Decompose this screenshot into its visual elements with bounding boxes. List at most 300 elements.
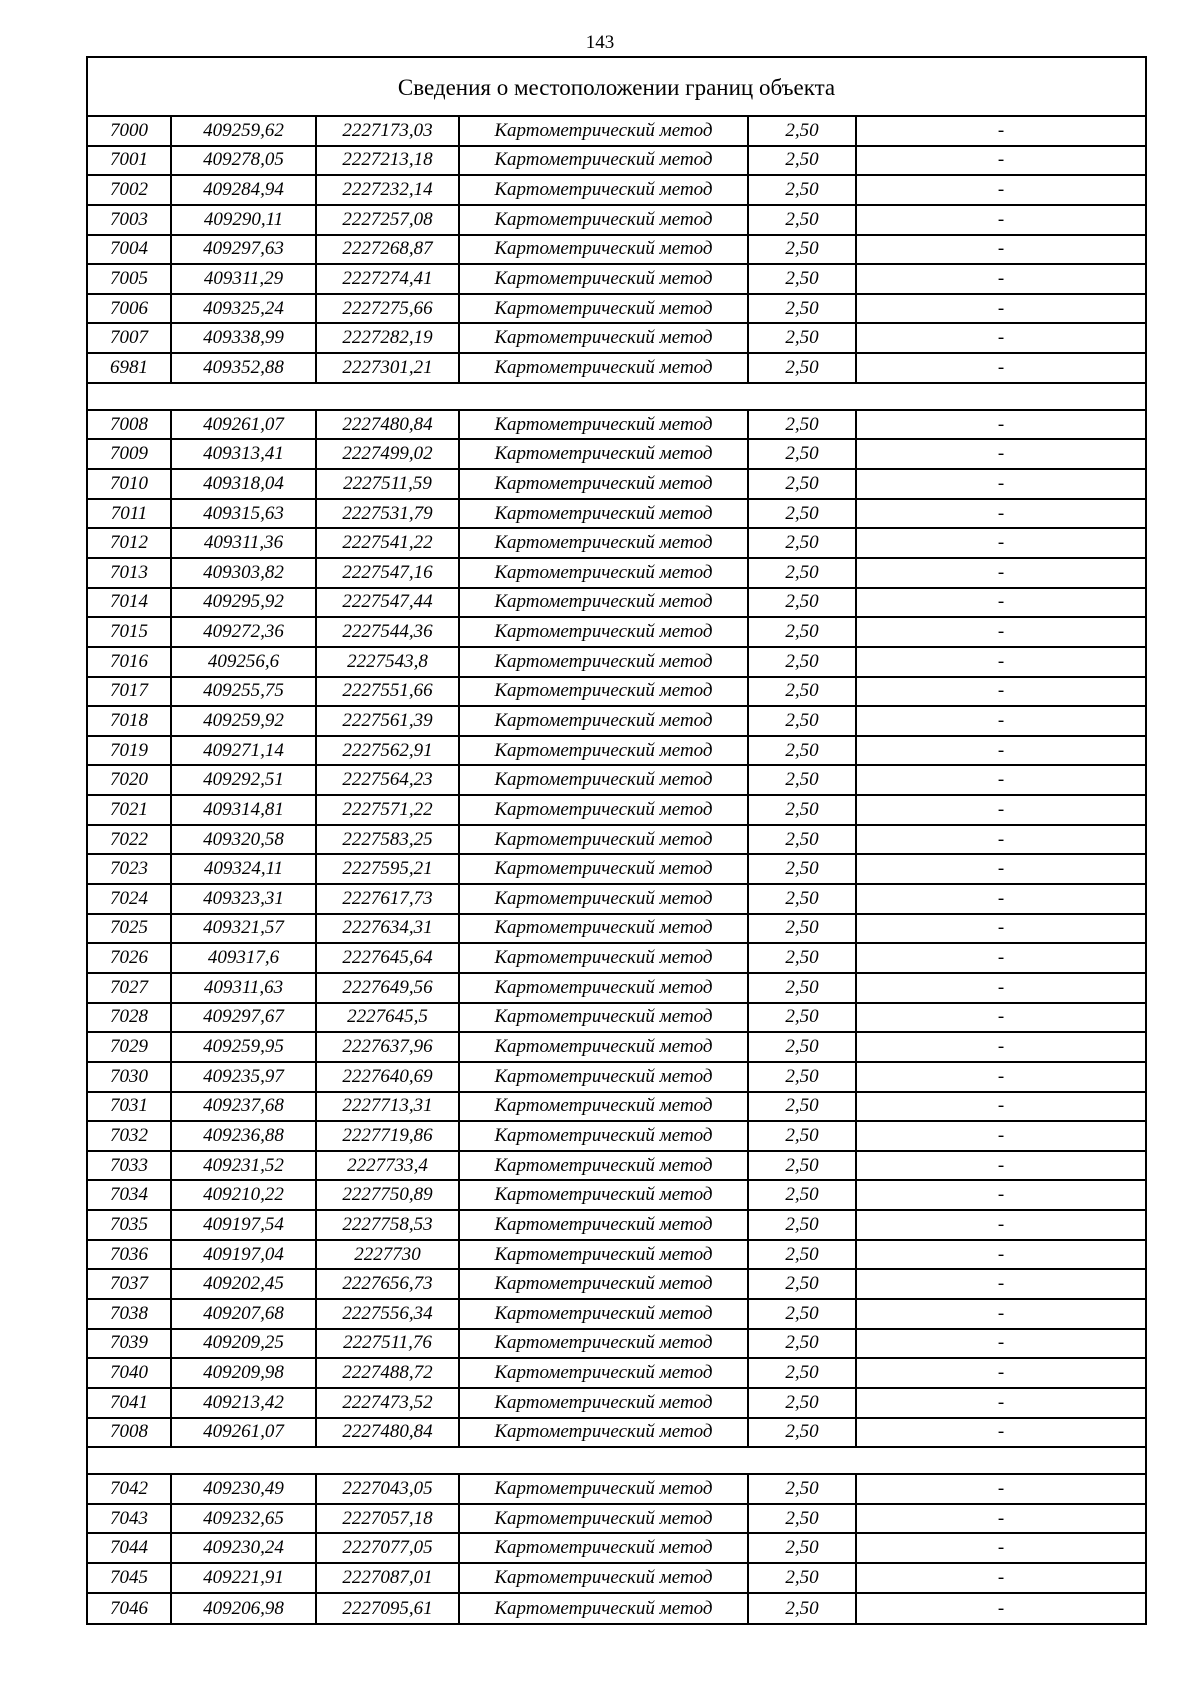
- description-cell: -: [997, 1213, 1005, 1235]
- x-coordinate-cell: 409210,22: [172, 1181, 317, 1209]
- y-coordinate-cell: 2227551,66: [317, 678, 460, 706]
- table-row: [88, 678, 1145, 708]
- accuracy-cell: 2,50: [749, 117, 857, 145]
- x-coordinate-cell: 409209,25: [172, 1330, 317, 1358]
- accuracy-cell: 2,50: [749, 1534, 857, 1562]
- point-number-cell: 7007: [88, 324, 172, 352]
- x-coordinate-cell: 409206,98: [172, 1594, 317, 1624]
- description-cell: -: [997, 1421, 1005, 1443]
- point-number-cell: 7028: [88, 1004, 172, 1032]
- accuracy-cell: 2,50: [749, 1564, 857, 1592]
- method-cell: Картометрический метод: [460, 1594, 749, 1624]
- y-coordinate-cell: 2227213,18: [317, 147, 460, 175]
- description-cell: -: [997, 532, 1005, 554]
- description-cell: -: [997, 472, 1005, 494]
- y-coordinate-cell: 2227634,31: [317, 915, 460, 943]
- method-cell: Картометрический метод: [460, 1475, 749, 1503]
- table-row: [88, 1505, 1145, 1535]
- method-cell: Картометрический метод: [460, 1534, 749, 1562]
- accuracy-cell: 2,50: [749, 648, 857, 676]
- table-row: [88, 500, 1145, 530]
- y-coordinate-cell: 2227733,4: [317, 1152, 460, 1180]
- table-row: [88, 1475, 1145, 1505]
- x-coordinate-cell: 409256,6: [172, 648, 317, 676]
- x-coordinate-cell: 409292,51: [172, 766, 317, 794]
- accuracy-cell: 2,50: [749, 324, 857, 352]
- y-coordinate-cell: 2227719,86: [317, 1122, 460, 1150]
- accuracy-cell: 2,50: [749, 707, 857, 735]
- table-row: [88, 265, 1145, 295]
- x-coordinate-cell: 409321,57: [172, 915, 317, 943]
- y-coordinate-cell: 2227077,05: [317, 1534, 460, 1562]
- x-coordinate-cell: 409202,45: [172, 1270, 317, 1298]
- y-coordinate-cell: 2227595,21: [317, 855, 460, 883]
- y-coordinate-cell: 2227645,64: [317, 944, 460, 972]
- method-cell: Картометрический метод: [460, 470, 749, 498]
- accuracy-cell: 2,50: [749, 295, 857, 323]
- y-coordinate-cell: 2227268,87: [317, 236, 460, 264]
- x-coordinate-cell: 409284,94: [172, 176, 317, 204]
- accuracy-cell: 2,50: [749, 236, 857, 264]
- table-row: [88, 176, 1145, 206]
- description-cell: -: [997, 443, 1005, 465]
- method-cell: Картометрический метод: [460, 236, 749, 264]
- point-number-cell: 7043: [88, 1505, 172, 1533]
- accuracy-cell: 2,50: [749, 796, 857, 824]
- point-number-cell: 7030: [88, 1063, 172, 1091]
- description-cell: -: [997, 1507, 1005, 1529]
- x-coordinate-cell: 409352,88: [172, 354, 317, 382]
- y-coordinate-cell: 2227556,34: [317, 1300, 460, 1328]
- point-number-cell: 7046: [88, 1594, 172, 1624]
- description-cell: -: [997, 1302, 1005, 1324]
- accuracy-cell: 2,50: [749, 440, 857, 468]
- y-coordinate-cell: 2227637,96: [317, 1033, 460, 1061]
- x-coordinate-cell: 409261,07: [172, 411, 317, 439]
- accuracy-cell: 2,50: [749, 1330, 857, 1358]
- table-row: [88, 885, 1145, 915]
- method-cell: Картометрический метод: [460, 500, 749, 528]
- y-coordinate-cell: 2227547,44: [317, 589, 460, 617]
- x-coordinate-cell: 409231,52: [172, 1152, 317, 1180]
- table-row: [88, 1389, 1145, 1419]
- table-row: [88, 589, 1145, 619]
- description-cell: -: [997, 1124, 1005, 1146]
- point-number-cell: 7012: [88, 529, 172, 557]
- accuracy-cell: 2,50: [749, 1152, 857, 1180]
- accuracy-cell: 2,50: [749, 354, 857, 382]
- point-number-cell: 7038: [88, 1300, 172, 1328]
- y-coordinate-cell: 2227758,53: [317, 1211, 460, 1239]
- point-number-cell: 7021: [88, 796, 172, 824]
- table-row: [88, 147, 1145, 177]
- x-coordinate-cell: 409297,67: [172, 1004, 317, 1032]
- description-cell: -: [997, 327, 1005, 349]
- table-row: [88, 1063, 1145, 1093]
- point-number-cell: 7035: [88, 1211, 172, 1239]
- table-row: [88, 1270, 1145, 1300]
- accuracy-cell: 2,50: [749, 1389, 857, 1417]
- table-row: [88, 707, 1145, 737]
- method-cell: Картометрический метод: [460, 117, 749, 145]
- accuracy-cell: 2,50: [749, 1004, 857, 1032]
- method-cell: Картометрический метод: [460, 265, 749, 293]
- accuracy-cell: 2,50: [749, 411, 857, 439]
- table-title: Сведения о местоположении границ объекта: [88, 58, 1145, 117]
- x-coordinate-cell: 409303,82: [172, 559, 317, 587]
- x-coordinate-cell: 409221,91: [172, 1564, 317, 1592]
- method-cell: Картометрический метод: [460, 1564, 749, 1592]
- y-coordinate-cell: 2227232,14: [317, 176, 460, 204]
- description-cell: -: [997, 268, 1005, 290]
- point-number-cell: 7013: [88, 559, 172, 587]
- description-cell: -: [997, 1478, 1005, 1499]
- point-number-cell: 7000: [88, 117, 172, 145]
- accuracy-cell: 2,50: [749, 1475, 857, 1503]
- method-cell: Картометрический метод: [460, 411, 749, 439]
- description-cell: -: [997, 502, 1005, 524]
- method-cell: Картометрический метод: [460, 1330, 749, 1358]
- y-coordinate-cell: 2227057,18: [317, 1505, 460, 1533]
- method-cell: Картометрический метод: [460, 295, 749, 323]
- x-coordinate-cell: 409317,6: [172, 944, 317, 972]
- table-row: [88, 1359, 1145, 1389]
- description-cell: -: [997, 739, 1005, 761]
- method-cell: Картометрический метод: [460, 1270, 749, 1298]
- table-row: [88, 1004, 1145, 1034]
- description-cell: -: [997, 1566, 1005, 1588]
- description-cell: -: [997, 1065, 1005, 1087]
- point-number-cell: 7003: [88, 206, 172, 234]
- method-cell: Картометрический метод: [460, 1122, 749, 1150]
- table-row: [88, 618, 1145, 648]
- method-cell: Картометрический метод: [460, 737, 749, 765]
- description-cell: -: [997, 1332, 1005, 1354]
- accuracy-cell: 2,50: [749, 1300, 857, 1328]
- description-cell: -: [997, 208, 1005, 230]
- description-cell: -: [997, 1184, 1005, 1206]
- method-cell: Картометрический метод: [460, 1004, 749, 1032]
- description-cell: -: [997, 1006, 1005, 1028]
- y-coordinate-cell: 2227511,76: [317, 1330, 460, 1358]
- x-coordinate-cell: 409323,31: [172, 885, 317, 913]
- x-coordinate-cell: 409261,07: [172, 1419, 317, 1447]
- method-cell: Картометрический метод: [460, 855, 749, 883]
- table-row: [88, 974, 1145, 1004]
- method-cell: Картометрический метод: [460, 1181, 749, 1209]
- table-row: [88, 559, 1145, 589]
- description-cell: -: [997, 1154, 1005, 1176]
- point-number-cell: 7037: [88, 1270, 172, 1298]
- table-row: [88, 324, 1145, 354]
- accuracy-cell: 2,50: [749, 1419, 857, 1447]
- accuracy-cell: 2,50: [749, 974, 857, 1002]
- accuracy-cell: 2,50: [749, 737, 857, 765]
- x-coordinate-cell: 409209,98: [172, 1359, 317, 1387]
- point-number-cell: 7001: [88, 147, 172, 175]
- method-cell: Картометрический метод: [460, 974, 749, 1002]
- y-coordinate-cell: 2227543,8: [317, 648, 460, 676]
- x-coordinate-cell: 409315,63: [172, 500, 317, 528]
- table-row: [88, 1093, 1145, 1123]
- description-cell: -: [997, 680, 1005, 702]
- point-number-cell: 7004: [88, 236, 172, 264]
- method-cell: Картометрический метод: [460, 1389, 749, 1417]
- y-coordinate-cell: 2227499,02: [317, 440, 460, 468]
- y-coordinate-cell: 2227547,16: [317, 559, 460, 587]
- method-cell: Картометрический метод: [460, 1419, 749, 1447]
- y-coordinate-cell: 2227640,69: [317, 1063, 460, 1091]
- accuracy-cell: 2,50: [749, 589, 857, 617]
- table-row: [88, 411, 1145, 441]
- method-cell: Картометрический метод: [460, 707, 749, 735]
- point-number-cell: 7011: [88, 500, 172, 528]
- method-cell: Картометрический метод: [460, 354, 749, 382]
- table-row: [88, 796, 1145, 826]
- point-number-cell: 7008: [88, 411, 172, 439]
- accuracy-cell: 2,50: [749, 265, 857, 293]
- point-number-cell: 7026: [88, 944, 172, 972]
- accuracy-cell: 2,50: [749, 1122, 857, 1150]
- description-cell: -: [997, 1391, 1005, 1413]
- method-cell: Картометрический метод: [460, 944, 749, 972]
- table-row: [88, 1211, 1145, 1241]
- y-coordinate-cell: 2227544,36: [317, 618, 460, 646]
- point-number-cell: 7016: [88, 648, 172, 676]
- method-cell: Картометрический метод: [460, 766, 749, 794]
- description-cell: -: [997, 179, 1005, 201]
- x-coordinate-cell: 409259,62: [172, 117, 317, 145]
- method-cell: Картометрический метод: [460, 440, 749, 468]
- x-coordinate-cell: 409197,04: [172, 1241, 317, 1269]
- point-number-cell: 7002: [88, 176, 172, 204]
- description-cell: -: [997, 650, 1005, 672]
- point-number-cell: 7024: [88, 885, 172, 913]
- x-coordinate-cell: 409311,36: [172, 529, 317, 557]
- accuracy-cell: 2,50: [749, 678, 857, 706]
- table-row: [88, 855, 1145, 885]
- accuracy-cell: 2,50: [749, 1505, 857, 1533]
- y-coordinate-cell: 2227173,03: [317, 117, 460, 145]
- x-coordinate-cell: 409311,29: [172, 265, 317, 293]
- description-cell: -: [997, 621, 1005, 643]
- accuracy-cell: 2,50: [749, 1594, 857, 1624]
- y-coordinate-cell: 2227480,84: [317, 1419, 460, 1447]
- method-cell: Картометрический метод: [460, 1300, 749, 1328]
- method-cell: Картометрический метод: [460, 1093, 749, 1121]
- table-row: [88, 295, 1145, 325]
- method-cell: Картометрический метод: [460, 796, 749, 824]
- description-cell: -: [997, 769, 1005, 791]
- point-number-cell: 7015: [88, 618, 172, 646]
- accuracy-cell: 2,50: [749, 944, 857, 972]
- point-number-cell: 7027: [88, 974, 172, 1002]
- x-coordinate-cell: 409237,68: [172, 1093, 317, 1121]
- accuracy-cell: 2,50: [749, 470, 857, 498]
- point-number-cell: 7044: [88, 1534, 172, 1562]
- table-row: [88, 354, 1145, 384]
- x-coordinate-cell: 409325,24: [172, 295, 317, 323]
- table-row: [88, 1241, 1145, 1271]
- accuracy-cell: 2,50: [749, 618, 857, 646]
- point-number-cell: 7039: [88, 1330, 172, 1358]
- x-coordinate-cell: 409318,04: [172, 470, 317, 498]
- description-cell: -: [997, 1537, 1005, 1559]
- method-cell: Картометрический метод: [460, 176, 749, 204]
- table-row: [88, 1564, 1145, 1594]
- description-cell: -: [997, 119, 1005, 141]
- description-cell: -: [997, 947, 1005, 969]
- x-coordinate-cell: 409236,88: [172, 1122, 317, 1150]
- table-row: [88, 1300, 1145, 1330]
- point-number-cell: 7041: [88, 1389, 172, 1417]
- accuracy-cell: 2,50: [749, 915, 857, 943]
- y-coordinate-cell: 2227713,31: [317, 1093, 460, 1121]
- table-body: [88, 117, 1145, 1623]
- description-cell: -: [997, 1362, 1005, 1384]
- point-number-cell: 7031: [88, 1093, 172, 1121]
- y-coordinate-cell: 2227511,59: [317, 470, 460, 498]
- method-cell: Картометрический метод: [460, 559, 749, 587]
- y-coordinate-cell: 2227043,05: [317, 1475, 460, 1503]
- table-row: [88, 117, 1145, 147]
- y-coordinate-cell: 2227649,56: [317, 974, 460, 1002]
- table-row: [88, 915, 1145, 945]
- accuracy-cell: 2,50: [749, 1211, 857, 1239]
- accuracy-cell: 2,50: [749, 559, 857, 587]
- point-number-cell: 7019: [88, 737, 172, 765]
- description-cell: -: [997, 798, 1005, 820]
- x-coordinate-cell: 409259,92: [172, 707, 317, 735]
- x-coordinate-cell: 409314,81: [172, 796, 317, 824]
- accuracy-cell: 2,50: [749, 826, 857, 854]
- description-cell: -: [997, 297, 1005, 319]
- table-row: [88, 766, 1145, 796]
- description-cell: -: [997, 828, 1005, 850]
- y-coordinate-cell: 2227257,08: [317, 206, 460, 234]
- y-coordinate-cell: 2227095,61: [317, 1594, 460, 1624]
- point-number-cell: 7036: [88, 1241, 172, 1269]
- table-row: [88, 470, 1145, 500]
- y-coordinate-cell: 2227541,22: [317, 529, 460, 557]
- description-cell: -: [997, 709, 1005, 731]
- y-coordinate-cell: 2227282,19: [317, 324, 460, 352]
- y-coordinate-cell: 2227750,89: [317, 1181, 460, 1209]
- x-coordinate-cell: 409297,63: [172, 236, 317, 264]
- accuracy-cell: 2,50: [749, 1359, 857, 1387]
- y-coordinate-cell: 2227087,01: [317, 1564, 460, 1592]
- point-number-cell: 7023: [88, 855, 172, 883]
- method-cell: Картометрический метод: [460, 147, 749, 175]
- accuracy-cell: 2,50: [749, 1033, 857, 1061]
- accuracy-cell: 2,50: [749, 529, 857, 557]
- x-coordinate-cell: 409278,05: [172, 147, 317, 175]
- method-cell: Картометрический метод: [460, 648, 749, 676]
- point-number-cell: 7020: [88, 766, 172, 794]
- x-coordinate-cell: 409255,75: [172, 678, 317, 706]
- x-coordinate-cell: 409311,63: [172, 974, 317, 1002]
- table-row: [88, 648, 1145, 678]
- x-coordinate-cell: 409271,14: [172, 737, 317, 765]
- method-cell: Картометрический метод: [460, 678, 749, 706]
- point-number-cell: 7006: [88, 295, 172, 323]
- table-row: [88, 1594, 1145, 1624]
- description-cell: -: [997, 591, 1005, 613]
- table-row: [88, 440, 1145, 470]
- table-row: [88, 1122, 1145, 1152]
- x-coordinate-cell: 409232,65: [172, 1505, 317, 1533]
- point-number-cell: 7018: [88, 707, 172, 735]
- x-coordinate-cell: 409235,97: [172, 1063, 317, 1091]
- point-number-cell: 7040: [88, 1359, 172, 1387]
- y-coordinate-cell: 2227730: [317, 1241, 460, 1269]
- method-cell: Картометрический метод: [460, 826, 749, 854]
- description-cell: -: [997, 561, 1005, 583]
- description-cell: -: [997, 887, 1005, 909]
- table-row: [88, 1181, 1145, 1211]
- x-coordinate-cell: 409338,99: [172, 324, 317, 352]
- x-coordinate-cell: 409259,95: [172, 1033, 317, 1061]
- accuracy-cell: 2,50: [749, 885, 857, 913]
- description-cell: -: [997, 858, 1005, 880]
- y-coordinate-cell: 2227561,39: [317, 707, 460, 735]
- point-number-cell: 7008: [88, 1419, 172, 1447]
- point-number-cell: 7034: [88, 1181, 172, 1209]
- point-number-cell: 7010: [88, 470, 172, 498]
- y-coordinate-cell: 2227571,22: [317, 796, 460, 824]
- section-separator: [88, 1448, 1145, 1475]
- y-coordinate-cell: 2227617,73: [317, 885, 460, 913]
- point-number-cell: 7009: [88, 440, 172, 468]
- y-coordinate-cell: 2227645,5: [317, 1004, 460, 1032]
- method-cell: Картометрический метод: [460, 206, 749, 234]
- x-coordinate-cell: 409230,24: [172, 1534, 317, 1562]
- x-coordinate-cell: 409272,36: [172, 618, 317, 646]
- y-coordinate-cell: 2227488,72: [317, 1359, 460, 1387]
- accuracy-cell: 2,50: [749, 766, 857, 794]
- accuracy-cell: 2,50: [749, 147, 857, 175]
- description-cell: -: [997, 1243, 1005, 1265]
- point-number-cell: 7032: [88, 1122, 172, 1150]
- y-coordinate-cell: 2227301,21: [317, 354, 460, 382]
- accuracy-cell: 2,50: [749, 1093, 857, 1121]
- y-coordinate-cell: 2227583,25: [317, 826, 460, 854]
- accuracy-cell: 2,50: [749, 176, 857, 204]
- point-number-cell: 7029: [88, 1033, 172, 1061]
- point-number-cell: 7025: [88, 915, 172, 943]
- accuracy-cell: 2,50: [749, 1241, 857, 1269]
- table-row: [88, 1152, 1145, 1182]
- description-cell: -: [997, 1597, 1005, 1619]
- point-number-cell: 7042: [88, 1475, 172, 1503]
- table-row: [88, 236, 1145, 266]
- description-cell: -: [997, 1036, 1005, 1058]
- description-cell: -: [997, 917, 1005, 939]
- x-coordinate-cell: 409320,58: [172, 826, 317, 854]
- method-cell: Картометрический метод: [460, 1211, 749, 1239]
- table-row: [88, 529, 1145, 559]
- method-cell: Картометрический метод: [460, 618, 749, 646]
- description-cell: -: [997, 1273, 1005, 1295]
- point-number-cell: 7017: [88, 678, 172, 706]
- description-cell: -: [997, 356, 1005, 378]
- page-number: 143: [585, 32, 615, 53]
- accuracy-cell: 2,50: [749, 1270, 857, 1298]
- method-cell: Картометрический метод: [460, 1359, 749, 1387]
- table-row: [88, 1419, 1145, 1449]
- point-number-cell: 7033: [88, 1152, 172, 1180]
- y-coordinate-cell: 2227562,91: [317, 737, 460, 765]
